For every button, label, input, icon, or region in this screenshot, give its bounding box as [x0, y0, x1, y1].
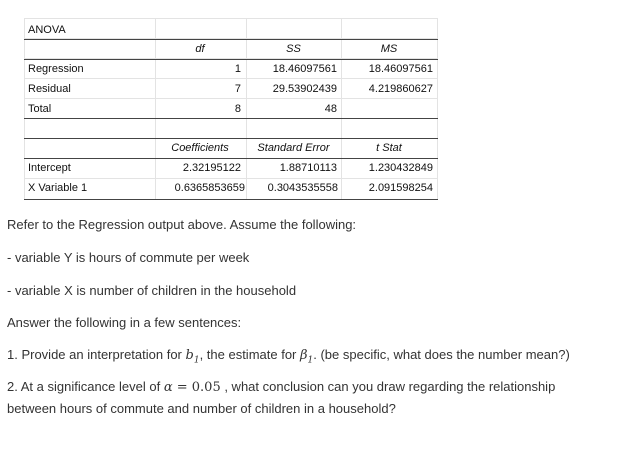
coef-value: 2.32195122	[182, 162, 241, 174]
anova-row-label: Total	[28, 103, 52, 115]
question-1-text-a: 1. Provide an interpretation for	[7, 347, 186, 362]
question-2-text-a: 2. At a significance level of	[7, 379, 164, 394]
coef-header-t-stat: t Stat	[376, 142, 402, 154]
anova-df-value: 1	[234, 63, 241, 75]
coef-row-label: X Variable 1	[28, 182, 88, 194]
standard-error-value: 0.3043535558	[267, 182, 338, 194]
regression-output-spreadsheet	[24, 18, 438, 200]
question-2-text-b: , what conclusion can you draw regarding the relationship	[220, 379, 556, 394]
beta1-symbol: $\beta_1$	[300, 348, 314, 366]
question-1	[7, 346, 570, 370]
coef-header-standard-error: Standard Error	[257, 142, 330, 154]
anova-ss-value: 29.53902439	[272, 83, 337, 95]
alpha-value: 0.05	[191, 380, 221, 395]
anova-row-label: Regression	[28, 63, 84, 75]
bullet-variable-x: - variable X is number of children in the household	[7, 283, 297, 298]
anova-header-ms: MS	[380, 43, 398, 55]
equals-sign: =	[172, 380, 192, 395]
anova-df-value: 7	[234, 83, 241, 95]
bullet-variable-y: - variable Y is hours of commute per week	[7, 250, 250, 265]
anova-ms-value: 4.219860627	[368, 83, 433, 95]
question-1-text-c: , the estimate for	[199, 347, 300, 362]
anova-df-value: 8	[234, 103, 241, 115]
b1-symbol: $b_1$	[185, 348, 200, 366]
t-stat-value: 1.230432849	[368, 162, 433, 174]
t-stat-value: 2.091598254	[368, 182, 433, 194]
coef-row-label: Intercept	[28, 162, 71, 174]
alpha-symbol: α	[163, 380, 173, 395]
instruction-text: Answer the following in a few sentences:	[7, 315, 242, 330]
anova-title: ANOVA	[28, 24, 66, 36]
question-1-text-d: . (be specific, what does the number mean?)	[313, 347, 570, 362]
anova-ss-value: 48	[324, 103, 337, 115]
coef-header-coefficients: Coefficients	[171, 142, 229, 154]
anova-row-label: Residual	[28, 83, 71, 95]
question-2-continued: between hours of commute and number of children in a household?	[7, 401, 396, 416]
anova-header-ss: SS	[286, 43, 301, 55]
anova-header-df: df	[195, 43, 205, 55]
intro-text: Refer to the Regression output above. Assume the following:	[7, 217, 357, 232]
anova-ms-value: 18.46097561	[368, 63, 433, 75]
coef-value: 0.6365853659	[174, 182, 245, 194]
question-2	[7, 378, 555, 397]
anova-ss-value: 18.46097561	[272, 63, 337, 75]
standard-error-value: 1.88710113	[279, 162, 337, 174]
